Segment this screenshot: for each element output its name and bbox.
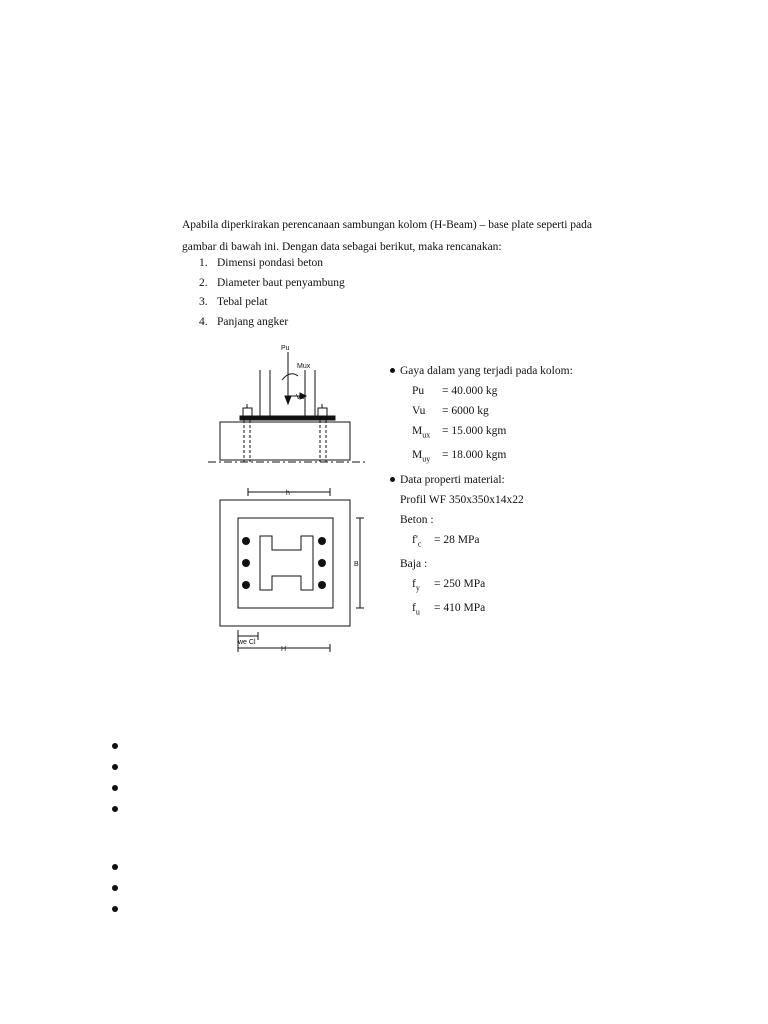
- intro-line-2: gambar di bawah ini. Dengan data sebagai berikut, maka rencanakan:: [182, 241, 502, 253]
- bolt-nut-right: [318, 408, 327, 416]
- beton-label: Beton :: [400, 513, 434, 526]
- label-b: B: [354, 561, 359, 568]
- bolt-nut-left: [243, 408, 252, 416]
- anchor-bolt-plan: [242, 537, 250, 545]
- bullet-dot: [112, 906, 118, 912]
- label-h-small: h: [286, 490, 290, 497]
- task-item: 1. Dimensi pondasi beton: [199, 257, 324, 269]
- profile-label: Profil WF 350x350x14x22: [400, 493, 524, 506]
- foundation-plan: [220, 500, 350, 626]
- task-item: 2. Diameter baut penyambung: [199, 276, 345, 289]
- h-beam-profile: [260, 536, 313, 590]
- bullet-list-1: [112, 743, 118, 827]
- material-fc: $f'_c = 28$ MPa: [412, 533, 480, 548]
- problem-intro: [182, 214, 592, 258]
- bullet-dot: [112, 806, 118, 812]
- forces-heading: Gaya dalam yang terjadi pada kolom:: [390, 361, 573, 381]
- baja-label: Baja :: [400, 557, 428, 570]
- anchor-bolt-plan: [242, 581, 250, 589]
- base-plate-elevation: [240, 416, 335, 420]
- force-pu: Pu = 40.000 kg: [412, 385, 498, 397]
- bullet-list-2: [112, 864, 118, 927]
- label-h-large: H: [281, 646, 287, 653]
- anchor-bolt-plan: [242, 559, 250, 567]
- label-edge: we Cl: [238, 639, 256, 646]
- label-pu: Pu: [281, 345, 290, 352]
- material-fu: $f_u = 410$ MPa: [412, 602, 486, 617]
- bullet-dot: [112, 743, 118, 749]
- material-heading: Data properti material:: [390, 470, 573, 490]
- force-muy: $M_{uy} = 18.000$ kgm: [412, 449, 507, 464]
- intro-line-1: Apabila diperkirakan perencanaan sambungan kolom (H-Beam) – base plate seperti pada: [182, 219, 593, 231]
- base-plate-diagram: [200, 340, 370, 660]
- pu-arrowhead: [285, 396, 291, 404]
- material-fy: $f_y = 250$ MPa: [412, 577, 486, 593]
- force-mux: $M_{ux} = 15.000$ kgm: [412, 425, 507, 440]
- task-item: 3. Tebal pelat: [199, 296, 268, 308]
- foundation-block: [220, 422, 350, 460]
- h-profile-upper-ref: [262, 534, 288, 556]
- bullet-dot: [112, 864, 118, 870]
- force-vu: Vu = 6000 kg: [412, 405, 489, 417]
- anchor-bolt-plan: [318, 537, 326, 545]
- label-vu: Vu: [296, 394, 305, 401]
- task-item: 4. Panjang angker: [199, 315, 289, 328]
- bullet-dot: [112, 785, 118, 791]
- anchor-bolt-plan: [318, 559, 326, 567]
- bullet-dot: [112, 885, 118, 891]
- label-mux: Mux: [297, 363, 311, 370]
- anchor-bolt-plan: [318, 581, 326, 589]
- bullet-dot: [112, 764, 118, 770]
- properties-panel: [390, 361, 573, 622]
- mux-arc: [282, 374, 298, 380]
- task-list: [199, 254, 345, 332]
